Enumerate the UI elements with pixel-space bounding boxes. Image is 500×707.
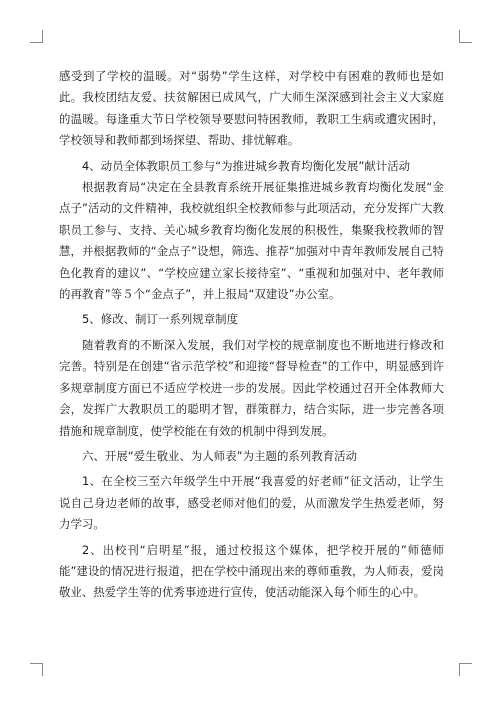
crop-mark-bottom-left [30, 663, 43, 676]
crop-mark-bottom-right [459, 663, 472, 676]
heading-item-5: 5、修改、制订一系列规章制度 [82, 312, 239, 327]
paragraph-regulations: 随着教育的不断深入发展，我们对学校的规章制度也不断地进行修改和完善。特别是在创建“省示范学校”和迎接“督导检查”的工作中，明显感到许多规章制度方面已不适应学校进一步的发展。因此学校通过召开全体教师大会，发挥广大教职员工的聪明才智，群策群力，结合实际，进一步完善各项措施和规章制度，使学校能在有效的机制中得到发展。 [59, 337, 444, 438]
paragraph-essay-activity: 1、在全校三至六年级学生中开展“我喜爱的好老师”征文活动，让学生说自己身边老师的故事，感受老师对他们的爱，从而激发学生热爱老师，努力学习。 [59, 474, 444, 532]
crop-mark-top-left [30, 30, 43, 43]
paragraph-teacher-care: 感受到了学校的温暖。对“弱势”学生这样，对学校中有困难的教师也是如此。我校团结友爱、扶贫解困已成风气，广大师生深深感到社会主义大家庭的温暖。每逢重大节日学校领导要慰问特困教师，教职工生病或遭灾困时，学校领导和教师都到场探望、帮助、排忧解难。 [59, 69, 444, 148]
paragraph-golden-ideas: 根据教育局“决定在全县教育系统开展征集推进城乡教育均衡化发展“金点子”活动的文件精神，我校就组织全校教师参与此项活动，充分发挥广大教职员工参与、支持、关心城乡教育均衡化发展的积极性，集聚我校教师的智慧，并根据教师的“金点子”设想，筛选、推荐“加强对中青年教师发展自己特色化教育的建议”、“学校应建立家长接待室”、“重视和加强对中、老年教师的再教育”等５个“金点子”，并上报局“双建设”办公室。 [59, 180, 444, 302]
heading-item-4: 4、动员全体教职员工参与“为推进城乡教育均衡化发展”献计活动 [82, 158, 411, 173]
crop-mark-top-right [459, 30, 472, 43]
document-body [59, 66, 444, 604]
heading-section-6: 六、开展“爱生敬业、为人师表”为主题的系列教育活动 [82, 448, 358, 463]
paragraph-school-newspaper: 2、出校刊“启明星”报，通过校报这个媒体，把学校开展的”师德师能”建设的情况进行报道，把在学校中涌现出来的尊师重教，为人师表，爱岗敬业、热爱学生等的优秀事迹进行宣传，使活动能深入每个师生的心中。 [59, 542, 444, 600]
